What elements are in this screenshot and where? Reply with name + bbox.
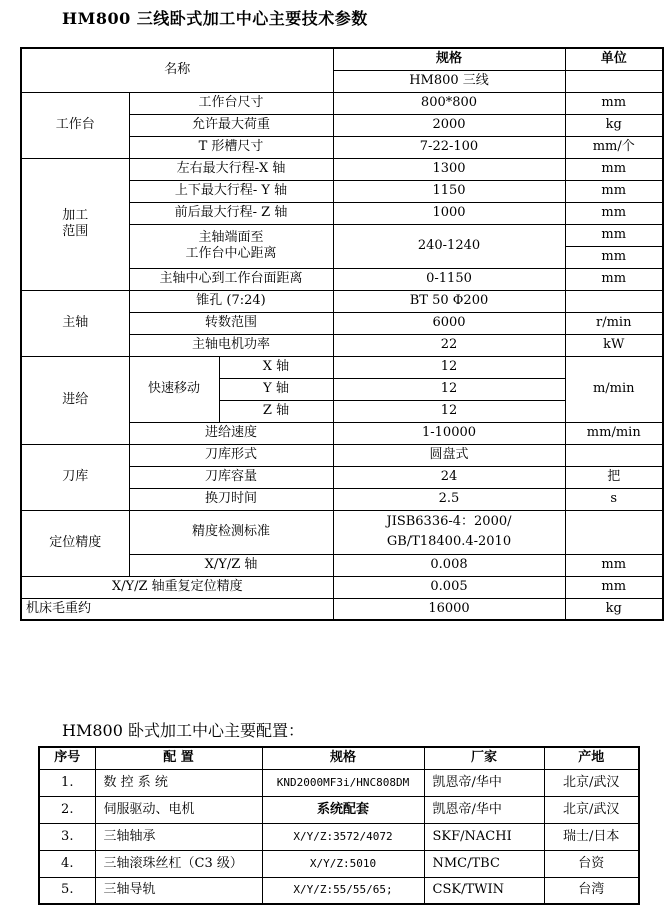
cell-spec: KND2000MF3i/HNC808DM <box>262 769 424 796</box>
header-origin: 产地 <box>544 747 639 769</box>
group-range-line1: 加工 <box>62 208 89 223</box>
spec-table <box>20 47 664 621</box>
row-name: 进给速度 <box>129 422 333 444</box>
row-name: 刀库容量 <box>129 466 333 488</box>
row-name: X/Y/Z 轴重复定位精度 <box>21 576 333 598</box>
feed-rapid: 快速移动 <box>129 356 219 422</box>
row-value: 16000 <box>333 598 565 620</box>
cell-spec: X/Y/Z:5010 <box>262 850 424 877</box>
header-model: HM800 三线 <box>333 70 565 92</box>
cell-item: 三轴滚珠丝杠（C3 级） <box>95 850 262 877</box>
header-no: 序号 <box>39 747 95 769</box>
table-row <box>39 850 639 877</box>
row-unit: mm <box>565 92 663 114</box>
table-row <box>21 598 663 620</box>
cell-item: 伺服驱动、电机 <box>95 796 262 823</box>
row-name: 刀库形式 <box>129 444 333 466</box>
group-spindle: 主轴 <box>21 290 129 356</box>
table-row <box>39 769 639 796</box>
row-value: 0-1150 <box>333 268 565 290</box>
table-row <box>39 796 639 823</box>
group-feed: 进给 <box>21 356 129 444</box>
row-unit <box>565 444 663 466</box>
row-name-line2: 工作台中心距离 <box>185 246 277 261</box>
row-name: T 形槽尺寸 <box>129 136 333 158</box>
row-value: 240-1240 <box>333 224 565 268</box>
row-unit: m/min <box>565 356 663 422</box>
row-value: 1000 <box>333 202 565 224</box>
row-value: 12 <box>333 378 565 400</box>
row-value: 2.5 <box>333 488 565 510</box>
table-row <box>39 823 639 850</box>
cell-spec: 系统配套 <box>262 796 424 823</box>
cell-no: 2. <box>39 796 95 823</box>
row-value: 12 <box>333 356 565 378</box>
spec-header-row <box>21 48 663 70</box>
row-name: 上下最大行程- Y 轴 <box>129 180 333 202</box>
row-unit: kg <box>565 598 663 620</box>
row-unit: mm <box>565 180 663 202</box>
row-unit <box>565 290 663 312</box>
table-row <box>21 356 663 378</box>
row-value: 0.005 <box>333 576 565 598</box>
row-unit: r/min <box>565 312 663 334</box>
row-unit: mm <box>565 554 663 576</box>
row-value: 24 <box>333 466 565 488</box>
row-unit: mm <box>565 158 663 180</box>
table-row <box>21 158 663 180</box>
row-unit: mm <box>565 202 663 224</box>
row-name-line1: 主轴端面至 <box>198 230 264 245</box>
row-unit: mm <box>565 268 663 290</box>
row-unit <box>565 510 663 554</box>
table-row <box>39 877 639 904</box>
spec-title: HM800 三线卧式加工中心主要技术参数 <box>62 9 368 28</box>
row-value: BT 50 Φ200 <box>333 290 565 312</box>
row-name: 左右最大行程-X 轴 <box>129 158 333 180</box>
cell-origin: 北京/武汉 <box>544 769 639 796</box>
row-name: X/Y/Z 轴 <box>129 554 333 576</box>
header-spec: 规格 <box>333 48 565 70</box>
cell-item: 三轴轴承 <box>95 823 262 850</box>
config-table <box>38 746 640 905</box>
cell-maker: NMC/TBC <box>424 850 544 877</box>
row-unit: mm <box>565 224 663 246</box>
standard-line1: JISB6336-4：2000/ <box>386 514 512 529</box>
row-unit: 把 <box>565 466 663 488</box>
row-value: 7-22-100 <box>333 136 565 158</box>
header-item: 配 置 <box>95 747 262 769</box>
row-name: 机床毛重约 <box>21 598 333 620</box>
row-value: 6000 <box>333 312 565 334</box>
group-worktable: 工作台 <box>21 92 129 158</box>
row-value: 0.008 <box>333 554 565 576</box>
cell-maker: 凯恩帝/华中 <box>424 796 544 823</box>
header-maker: 厂家 <box>424 747 544 769</box>
row-value: 22 <box>333 334 565 356</box>
row-value: 1150 <box>333 180 565 202</box>
cell-spec: X/Y/Z:3572/4072 <box>262 823 424 850</box>
row-value: 2000 <box>333 114 565 136</box>
cell-origin: 瑞士/日本 <box>544 823 639 850</box>
standard-line2: GB/T18400.4-2010 <box>386 534 512 549</box>
group-range <box>21 158 129 290</box>
row-value: 圆盘式 <box>333 444 565 466</box>
row-name: 工作台尺寸 <box>129 92 333 114</box>
row-name: 精度检测标准 <box>129 510 333 554</box>
row-name: 锥孔 (7:24) <box>129 290 333 312</box>
cell-origin: 北京/武汉 <box>544 796 639 823</box>
cell-maker: CSK/TWIN <box>424 877 544 904</box>
row-name: 允许最大荷重 <box>129 114 333 136</box>
row-unit: s <box>565 488 663 510</box>
row-unit: kg <box>565 114 663 136</box>
row-value: 800*800 <box>333 92 565 114</box>
table-row <box>21 444 663 466</box>
row-name: 换刀时间 <box>129 488 333 510</box>
row-name: X 轴 <box>219 356 333 378</box>
row-value: 12 <box>333 400 565 422</box>
row-name: Z 轴 <box>219 400 333 422</box>
row-value: 1-10000 <box>333 422 565 444</box>
row-unit: mm/min <box>565 422 663 444</box>
header-model-unit <box>565 70 663 92</box>
table-row <box>21 576 663 598</box>
row-value-standard <box>333 510 565 554</box>
header-unit: 单位 <box>565 48 663 70</box>
cell-no: 5. <box>39 877 95 904</box>
cell-origin: 台湾 <box>544 877 639 904</box>
cell-item: 数 控 系 统 <box>95 769 262 796</box>
row-name: 主轴电机功率 <box>129 334 333 356</box>
table-row <box>21 290 663 312</box>
group-tool: 刀库 <box>21 444 129 510</box>
row-unit: mm <box>565 576 663 598</box>
table-row <box>21 92 663 114</box>
cell-maker: 凯恩帝/华中 <box>424 769 544 796</box>
row-name: Y 轴 <box>219 378 333 400</box>
cell-no: 3. <box>39 823 95 850</box>
cell-no: 4. <box>39 850 95 877</box>
header-name: 名称 <box>21 48 333 92</box>
row-name: 前后最大行程- Z 轴 <box>129 202 333 224</box>
cell-maker: SKF/NACHI <box>424 823 544 850</box>
cell-origin: 台资 <box>544 850 639 877</box>
group-precision: 定位精度 <box>21 510 129 576</box>
config-header-row <box>39 747 639 769</box>
cell-no: 1. <box>39 769 95 796</box>
config-title: HM800 卧式加工中心主要配置： <box>62 721 304 740</box>
row-name: 主轴中心到工作台面距离 <box>129 268 333 290</box>
group-range-line2: 范围 <box>62 224 89 239</box>
table-row <box>21 510 663 554</box>
row-name: 转数范围 <box>129 312 333 334</box>
row-value: 1300 <box>333 158 565 180</box>
row-unit: kW <box>565 334 663 356</box>
header-spec: 规格 <box>262 747 424 769</box>
cell-spec: X/Y/Z:55/55/65; <box>262 877 424 904</box>
cell-item: 三轴导轨 <box>95 877 262 904</box>
row-name-spindle-end <box>129 224 333 268</box>
row-unit: mm <box>565 246 663 268</box>
row-unit: mm/个 <box>565 136 663 158</box>
